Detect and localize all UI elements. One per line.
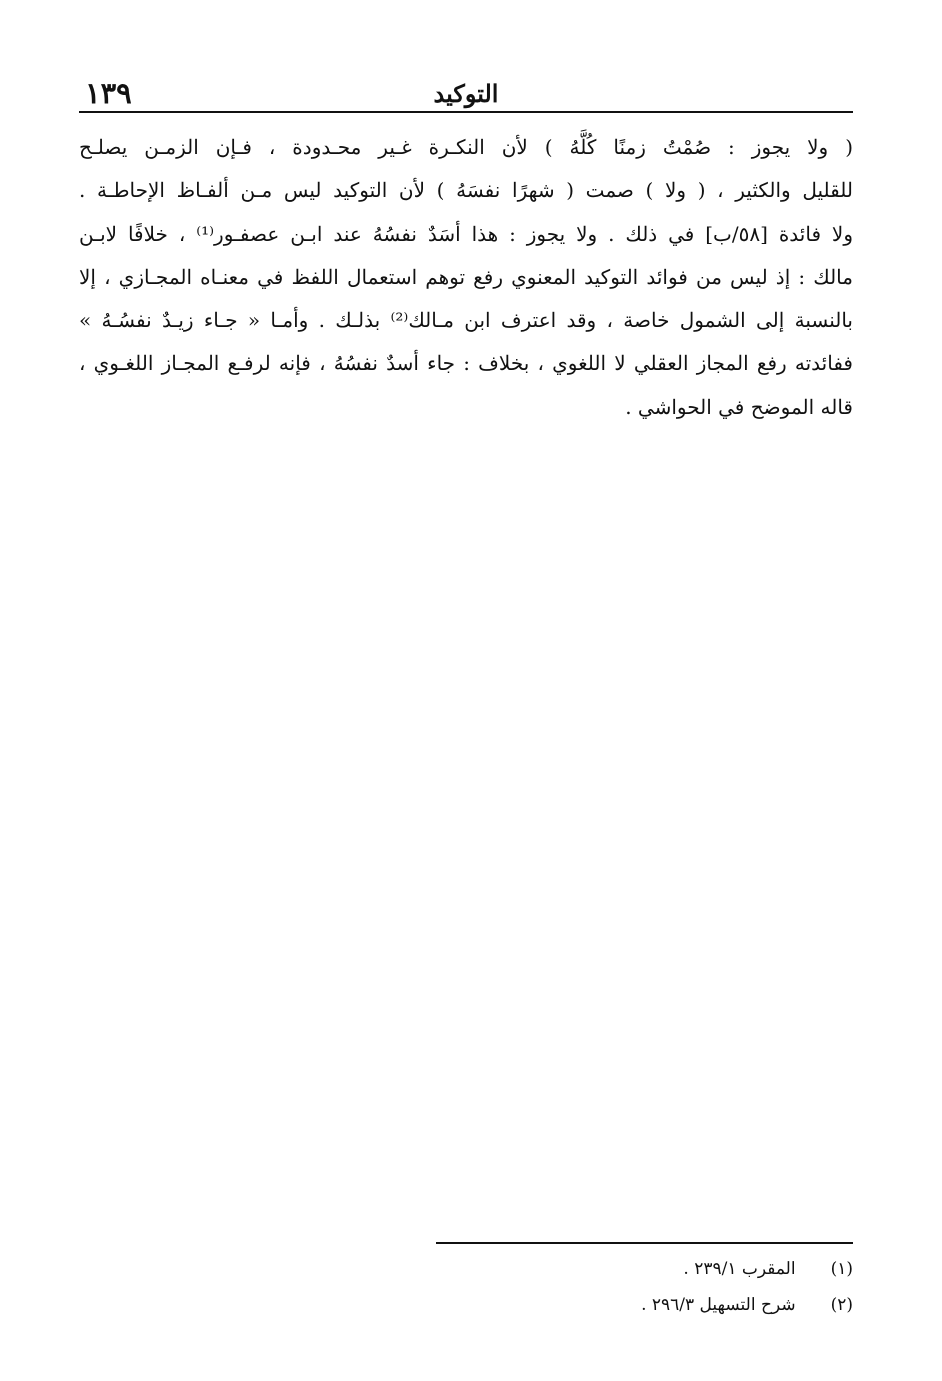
header-rule: [79, 111, 853, 113]
body-text: [79, 126, 853, 429]
body-line: للقليل والكثير ، ( ولا ) صمت ( شهرًا نفسَهُ ) لأن التوكيد ليس مـن ألفـاظ الإحاطـة .: [79, 178, 854, 203]
page-header: [79, 70, 853, 110]
body-line: قاله الموضح في الحواشي .: [625, 394, 853, 419]
footnote-number: (٢): [830, 1295, 853, 1315]
running-title: التوكيد: [433, 79, 499, 108]
footnote-2: [436, 1290, 853, 1326]
body-line: ولا فائدة [٥٨/ب] في ذلك . ولا يجوز : هذا أسَدٌ نفسُهُ عند ابـن عصفـور⁽¹⁾ ، خلافًا لابـن: [79, 221, 853, 246]
footnote-rule: [436, 1242, 853, 1244]
footnote-text: المقرب ٢٣٩/١ .: [683, 1259, 796, 1279]
footnote-1: [436, 1254, 853, 1290]
body-line: ففائدته رفع المجاز العقلي لا اللغوي ، بخلاف : جاء أسدٌ نفسُهُ ، فإنه لرفـع المجـاز اللغـوي ،: [79, 351, 853, 376]
page-number: ١٣٩: [85, 76, 132, 110]
body-line: مالك : إذ ليس من فوائد التوكيد المعنوي رفع توهم استعمال اللفظ في معنـاه المجـازي ، إلا: [79, 264, 853, 289]
footnotes: [436, 1254, 853, 1326]
footnote-text: شرح التسهيل ٢٩٦/٣ .: [641, 1295, 796, 1315]
body-line: ( ولا يجوز : صُمْتُ زمنًا كُلَّهُ ) لأن النكـرة غـير محـدودة ، فـإن الزمـن يصلـح: [79, 135, 853, 159]
body-line: بالنسبة إلى الشمول خاصة ، وقد اعترف ابن مـالك⁽²⁾ بذلـك . وأمـا « جـاء زيـدٌ نفسُـهُ »: [79, 308, 853, 333]
footnote-number: (١): [830, 1259, 853, 1279]
